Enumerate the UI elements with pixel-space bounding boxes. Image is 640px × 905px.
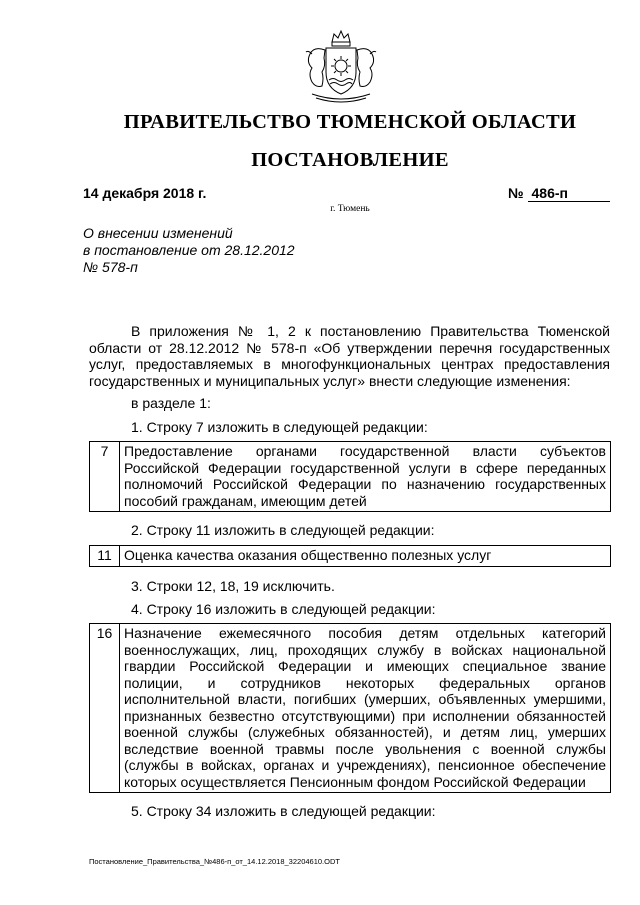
- subject-line: в постановление от 28.12.2012: [83, 242, 295, 258]
- subject-line: № 578-п: [83, 259, 138, 275]
- footer-filename: Постановление_Правительства_№486-п_от_14.12.2018_32204610.ODT: [89, 857, 340, 866]
- row-number: 7: [90, 442, 120, 512]
- city: г. Тюмень: [330, 204, 370, 214]
- amendment-item-1: 1. Строку 7 изложить в следующей редакции:: [131, 419, 428, 435]
- amendment-item-5: 5. Строку 34 изложить в следующей редакции:: [131, 803, 436, 819]
- government-title: ПРАВИТЕЛЬСТВО ТЮМЕНСКОЙ ОБЛАСТИ: [123, 111, 577, 133]
- amendment-item-4: 4. Строку 16 изложить в следующей редакции:: [131, 601, 436, 617]
- row-16-table: [89, 623, 611, 793]
- intro-paragraph: В приложения № 1, 2 к постановлению Правительства Тюменской области от 28.12.2012 № 578-п «Об утверждении перечня государственных услуг, предоставляемых в многофункциональных центрах предоставления государственных и муниципальных услуг» внести следующие изменения:: [89, 323, 610, 389]
- row-11-table: [89, 545, 611, 567]
- row-number: 11: [90, 546, 120, 567]
- amendment-item-3: 3. Строки 12, 18, 19 исключить.: [131, 578, 335, 594]
- row-text: Назначение ежемесячного пособия детям отдельных категорий военнослужащих, лиц, проходящих службу в войсках национальной гвардии Российской Федерации и имеющих специальное звание полиции, и сотрудников некоторых федеральных органов исполнительной власти, погибших (умерших, объявленных умершими, признанных безвестно отсутствующими) при исполнении обязанностей военной службы (служебных обязанностей), и детям лиц, умерших вследствие военной травмы после увольнения с военной службы (службы в войсках, органах и учреждениях), пенсионное обеспечение которых осуществляется Пенсионным фондом Российской Федерации: [120, 624, 611, 793]
- subject-line: О внесении изменений: [83, 225, 233, 241]
- document-number: 486-п: [528, 185, 610, 202]
- document-number-block: [508, 185, 610, 202]
- number-sign: №: [508, 185, 524, 201]
- row-text: Предоставление органами государственной власти субъектов Российской Федерации государственной услуги в сфере переданных полномочий Российской Федерации по назначению государственных пособий гражданам, имеющим детей: [120, 442, 611, 512]
- section-heading: в разделе 1:: [131, 395, 211, 411]
- document-date: 14 декабря 2018 г.: [83, 185, 207, 201]
- table-row: [90, 442, 611, 512]
- row-text: Оценка качества оказания общественно полезных услуг: [120, 546, 611, 567]
- coat-of-arms-icon: [298, 28, 384, 106]
- table-row: [90, 624, 611, 793]
- table-row: [90, 546, 611, 567]
- row-7-table: [89, 441, 611, 512]
- amendment-item-2: 2. Строку 11 изложить в следующей редакции:: [131, 522, 435, 538]
- document-type: ПОСТАНОВЛЕНИЕ: [251, 149, 449, 171]
- row-number: 16: [90, 624, 120, 793]
- document-subject: [83, 225, 295, 276]
